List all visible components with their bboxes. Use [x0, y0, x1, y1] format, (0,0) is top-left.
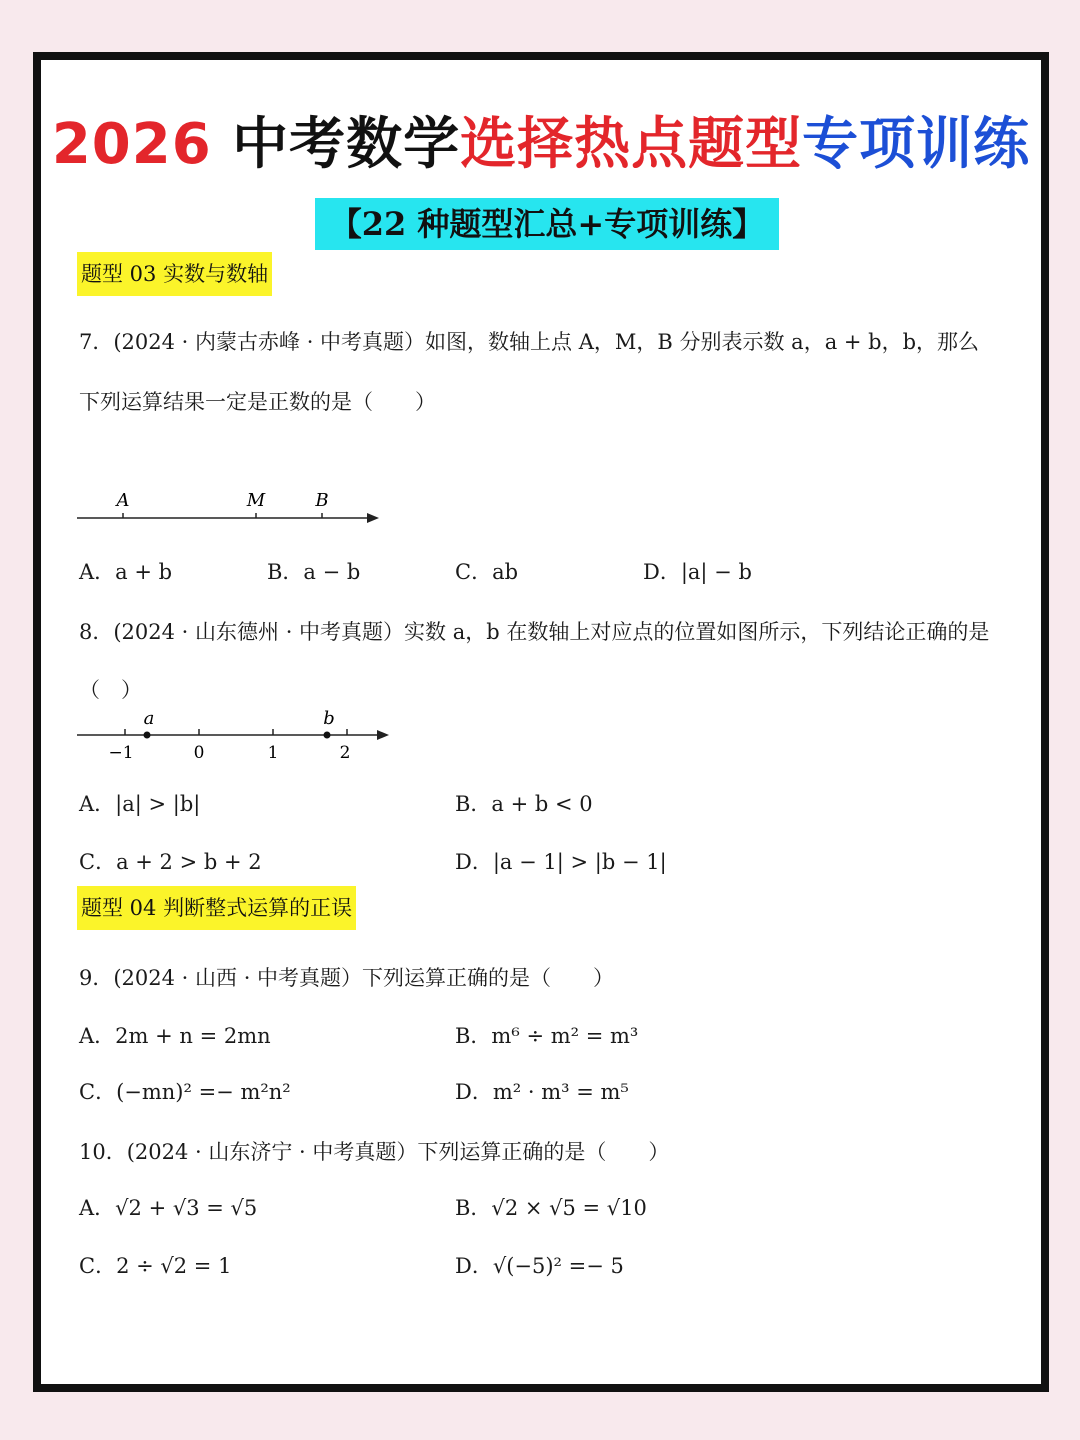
- q7-option-d[interactable]: D．|a| − b: [643, 560, 752, 584]
- title-training: 专项训练: [802, 112, 1031, 177]
- title-subject: 中考数学: [211, 112, 461, 177]
- q10-option-b[interactable]: B．√2 × √5 = √10: [455, 1196, 647, 1220]
- q7-stem-line2: 下列运算结果一定是正数的是（ ）: [79, 390, 436, 414]
- q10-option-c[interactable]: C．2 ÷ √2 = 1: [79, 1254, 232, 1278]
- subtitle-banner: 【22 种题型汇总+专项训练】: [315, 198, 779, 250]
- q9-option-b[interactable]: B．m⁶ ÷ m² = m³: [455, 1024, 639, 1048]
- q7-label-b: B: [315, 490, 329, 511]
- page-title: [41, 110, 1041, 180]
- q8-tick-label-2: 2: [339, 743, 351, 763]
- worksheet-page: [33, 52, 1049, 1392]
- q8-option-b[interactable]: B．a + b < 0: [455, 792, 593, 816]
- q8-axis-arrow: [377, 730, 389, 740]
- q10-option-a[interactable]: A．√2 + √3 = √5: [79, 1196, 258, 1220]
- q7-label-m: M: [246, 490, 266, 511]
- q7-axis-arrow: [367, 513, 379, 523]
- q9-option-a[interactable]: A．2m + n = 2mn: [79, 1024, 271, 1048]
- q8-tick-label-1: 1: [267, 743, 279, 763]
- q10-stem: 10．(2024 · 山东济宁 · 中考真题）下列运算正确的是（ ）: [79, 1140, 670, 1164]
- q8-stem-line2: （ ）: [79, 678, 142, 702]
- section-label-04: 题型 04 判断整式运算的正误: [77, 886, 356, 930]
- section-label-03: 题型 03 实数与数轴: [77, 252, 272, 296]
- title-topic: 选择热点题型: [460, 112, 803, 177]
- q8-label-b: b: [323, 708, 335, 729]
- q7-label-a: A: [116, 490, 130, 511]
- q8-tick-label-0: 0: [193, 743, 205, 763]
- q7-stem-line1: 7．(2024 · 内蒙古赤峰 · 中考真题）如图，数轴上点 A，M，B 分别表示数 a，a + b，b，那么: [79, 330, 980, 354]
- q7-option-c[interactable]: C．ab: [455, 560, 519, 584]
- q7-number-line: [77, 480, 397, 530]
- q8-tick-label-neg1: −1: [108, 743, 134, 763]
- q8-option-c[interactable]: C．a + 2 > b + 2: [79, 850, 262, 874]
- q10-option-d[interactable]: D．√(−5)² =− 5: [455, 1254, 624, 1278]
- q9-option-d[interactable]: D．m² · m³ = m⁵: [455, 1080, 629, 1104]
- q9-option-c[interactable]: C．(−mn)² =− m²n²: [79, 1080, 291, 1104]
- q7-option-b[interactable]: B．a − b: [267, 560, 361, 584]
- q8-stem-line1: 8．(2024 · 山东德州 · 中考真题）实数 a，b 在数轴上对应点的位置如图所示，下列结论正确的是: [79, 620, 990, 644]
- q8-number-line: [77, 708, 407, 770]
- q8-point-a: [144, 732, 151, 739]
- q8-point-b: [324, 732, 331, 739]
- q8-option-d[interactable]: D．|a − 1| > |b − 1|: [455, 850, 667, 874]
- q9-stem: 9．(2024 · 山西 · 中考真题）下列运算正确的是（ ）: [79, 966, 615, 990]
- q8-label-a: a: [143, 708, 155, 729]
- q8-option-a[interactable]: A．|a| > |b|: [79, 792, 201, 816]
- q7-option-a[interactable]: A．a + b: [79, 560, 173, 584]
- title-year: 2026: [51, 112, 212, 177]
